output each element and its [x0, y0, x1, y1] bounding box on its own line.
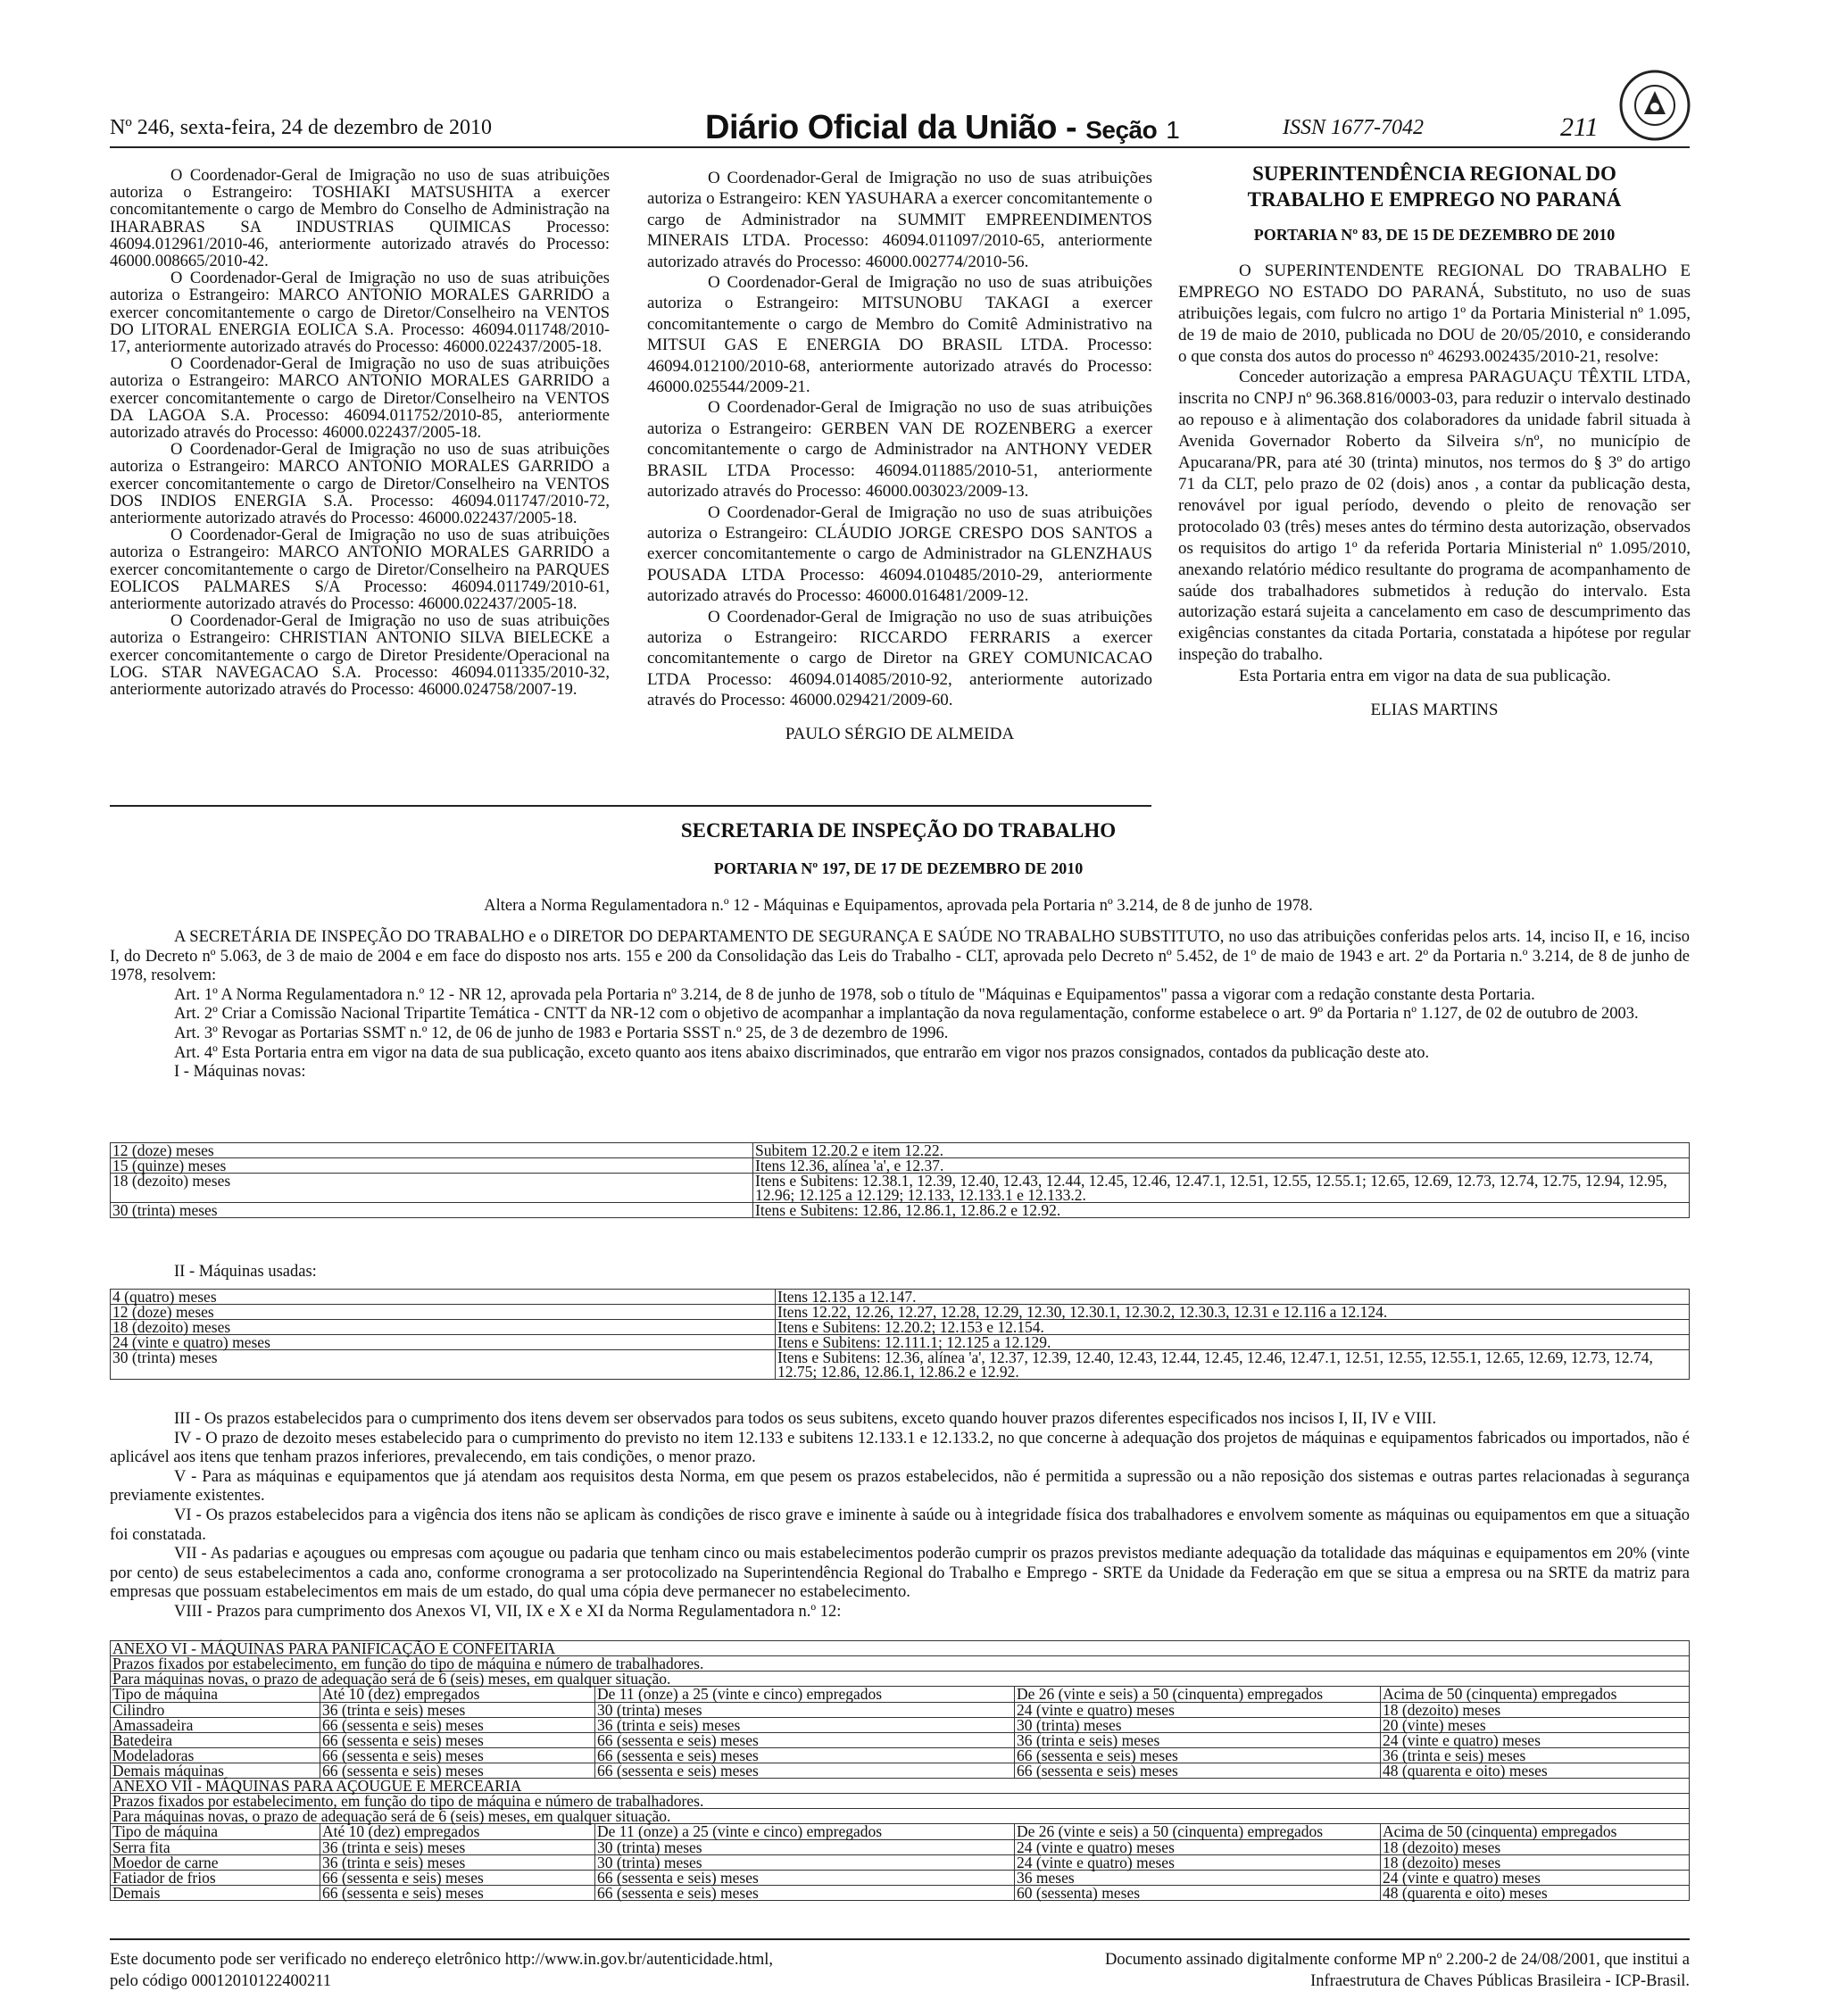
portaria-body	[110, 928, 1690, 1083]
table-header-row	[111, 1687, 1690, 1703]
table-header-row	[111, 1824, 1690, 1840]
column-2	[647, 168, 1152, 744]
table-row	[111, 1703, 1690, 1718]
paragraph: Art. 2º Criar a Comissão Nacional Tripartite Temática - CNTT da NR-12 com o objetivo de acompanhar a implantação da nova regulamentação, conforme estabelece o art. 9º da Portaria nº 1.127, de 02 de outubro de 2003.	[174, 1005, 1639, 1024]
table-cell: 30 (trinta) meses	[595, 1840, 1015, 1855]
table-cell: 24 (vinte e quatro) meses	[1015, 1840, 1381, 1855]
table-cell: 66 (sessenta e seis) meses	[320, 1718, 595, 1733]
table-cell: 30 (trinta) meses	[111, 1350, 776, 1380]
table-cell: 66 (sessenta e seis) meses	[320, 1733, 595, 1748]
table-row	[111, 1840, 1690, 1855]
table-cell: 36 meses	[1015, 1871, 1381, 1886]
table-row	[111, 1656, 1690, 1672]
column-header: De 11 (onze) a 25 (vinte e cinco) empregados	[595, 1687, 1015, 1703]
table-row	[111, 1143, 1690, 1158]
table-cell: 36 (trinta e seis) meses	[595, 1718, 1015, 1733]
paragraph: O Coordenador-Geral de Imigração no uso de suas atribuições autoriza o Estrangeiro: KEN YASUHARA a exercer concomitantemente o cargo de Administrador na SUMMIT EMPREENDIMENTOS MINERAIS LTDA. Processo: 46094.011097/2010-65, anteriormente autorizado através do Processo: 46000.002774/2010-56.	[647, 169, 1152, 271]
table-cell: 48 (quarenta e oito) meses	[1381, 1886, 1690, 1901]
paragraph: I - Máquinas novas:	[174, 1063, 306, 1082]
paragraph: O Coordenador-Geral de Imigração no uso de suas atribuições autoriza o Estrangeiro: MARCO ANTONIO MORALES GARRIDO a exercer concomitantemente o cargo de Diretor/Conselheiro na VENTOS DA LAGOA S.A. Processo: 46094.011752/2010-85, anteriormente autorizado através do Processo: 46000.022437/2005-18.	[110, 355, 610, 443]
table-cell: Itens 12.135 a 12.147.	[776, 1290, 1690, 1305]
section-label: Seção	[1085, 116, 1158, 144]
table-row	[111, 1672, 1690, 1687]
table-cell: 36 (trinta e seis) meses	[1381, 1748, 1690, 1763]
footer-line: pelo código 00012010122400211	[110, 1972, 332, 1990]
table-row	[111, 1748, 1690, 1763]
paragraph: O SUPERINTENDENTE REGIONAL DO TRABALHO E EMPREGO NO ESTADO DO PARANÁ, Substituto, no uso de suas atribuições legais, com fulcro no artigo 1º da Portaria Ministerial nº 1.095, de 19 de maio de 2010, publicada no DOU de 20/05/2010, e considerando o que consta dos autos do processo nº 46293.002435/2010-21, resolve:	[1178, 261, 1691, 366]
journal-title	[705, 109, 1179, 147]
table-annexes	[110, 1640, 1690, 1901]
table-row	[111, 1718, 1690, 1733]
section-heading: SUPERINTENDÊNCIA REGIONAL DO	[1252, 162, 1616, 185]
issn: ISSN 1677-7042	[1283, 116, 1424, 139]
column-header: Acima de 50 (cinquenta) empregados	[1381, 1824, 1690, 1840]
paragraph: VII - As padarias e açougues ou empresas com açougue ou padaria que tenham cinco ou mais estabelecimentos poderão cumprir os prazos previstos mediante adequação da totalidade das máquinas e equipamentos em 20% (vinte por cento) de seus estabelecimentos a cada ano, conforme cronograma a ser protocolizado na Superintendência Regional do Trabalho e Emprego - SRTE da Unidade da Federação em que se situa a empresa ou na SRTE da matriz para empresas que possuam estabelecimentos em mais de um estado, do qual uma cópia deve permanecer no estabelecimento.	[110, 1545, 1690, 1602]
footer-verification	[110, 1949, 773, 1992]
table-cell: 30 (trinta) meses	[595, 1703, 1015, 1718]
table-cell: Moedor de carne	[111, 1855, 320, 1871]
annex-note: Prazos fixados por estabelecimento, em função do tipo de máquina e número de trabalhadores.	[111, 1794, 1690, 1809]
table-cell: 66 (sessenta e seis) meses	[595, 1733, 1015, 1748]
table-row	[111, 1733, 1690, 1748]
column-header: Tipo de máquina	[111, 1824, 320, 1840]
table-row	[111, 1641, 1690, 1656]
table-cell: Itens e Subitens: 12.86, 12.86.1, 12.86.2 e 12.92.	[753, 1203, 1690, 1218]
page-number: 211	[1560, 112, 1599, 142]
table-cell: 66 (sessenta e seis) meses	[320, 1871, 595, 1886]
annex-title: ANEXO VI - MÁQUINAS PARA PANIFICAÇÃO E CONFEITARIA	[111, 1641, 1690, 1656]
table-cell: Itens e Subitens: 12.36, alínea 'a', 12.37, 12.39, 12.40, 12.43, 12.44, 12.45, 12.46, 12.47.1, 12.51, 12.55, 12.55.1, 12.65, 12.69, 12.73, 12.74, 12.75; 12.86, 12.86.1, 12.86.2 e 12.92.	[776, 1350, 1690, 1380]
table-cell: Modeladoras	[111, 1748, 320, 1763]
table-row	[111, 1763, 1690, 1779]
paragraph: Art. 4º Esta Portaria entra em vigor na data de sua publicação, exceto quanto aos itens abaixo discriminados, que entrarão em vigor nos prazos consignados, contados da publicação deste ato.	[174, 1043, 1430, 1062]
paragraph: Art. 3º Revogar as Portarias SSMT n.º 12, de 06 de junho de 1983 e Portaria SSST n.º 25, de 3 de dezembro de 1996.	[174, 1024, 949, 1042]
table-cell: 18 (dezoito) meses	[1381, 1855, 1690, 1871]
column-header: Acima de 50 (cinquenta) empregados	[1381, 1687, 1690, 1703]
table-row	[111, 1779, 1690, 1794]
paragraph: O Coordenador-Geral de Imigração no uso de suas atribuições autoriza o Estrangeiro: CHRISTIAN ANTONIO SILVA BIELECKE a exercer concomitantemente o cargo de Diretor Presidente/Operacional na LOG. STAR NAVEGACAO S.A. Processo: 46094.011335/2010-32, anteriormente autorizado através do Processo: 46000.024758/2007-19.	[110, 612, 610, 700]
table-cell: 30 (trinta) meses	[1015, 1718, 1381, 1733]
table-used-machines	[110, 1289, 1690, 1380]
table-cell: 48 (quarenta e oito) meses	[1381, 1763, 1690, 1779]
table-cell: Fatiador de frios	[111, 1871, 320, 1886]
paragraph: A SECRETÁRIA DE INSPEÇÃO DO TRABALHO e o DIRETOR DO DEPARTAMENTO DE SEGURANÇA E SAÚDE NO TRABALHO SUBSTITUTO, no uso das atribuições conferidas pelos arts. 14, inciso II, e 16, inciso I, do Decreto nº 5.063, de 3 de maio de 2004 e em face do disposto nos arts. 155 e 200 da Consolidação das Leis do Trabalho - CLT, aprovada pelo Decreto nº 5.452, de 1º de maio de 1943 e art. 2º da Portaria n.º 3.214, de 8 de junho de 1978, resolvem:	[110, 928, 1690, 985]
table-cell: 4 (quatro) meses	[111, 1290, 776, 1305]
table-row	[111, 1203, 1690, 1218]
table-cell: Itens 12.22, 12.26, 12.27, 12.28, 12.29, 12.30, 12.30.1, 12.30.2, 12.30.3, 12.31 e 12.116 a 12.124.	[776, 1305, 1690, 1320]
table-cell: Cilindro	[111, 1703, 320, 1718]
paragraph: O Coordenador-Geral de Imigração no uso de suas atribuições autoriza o Estrangeiro: MARCO ANTONIO MORALES GARRIDO a exercer concomitantemente o cargo de Diretor/Conselheiro na PARQUES EOLICOS PALMARES S/A Processo: 46094.011749/2010-61, anteriormente autorizado através do Processo: 46000.022437/2005-18.	[110, 527, 610, 614]
section-heading: TRABALHO E EMPREGO NO PARANÁ	[1247, 188, 1622, 211]
header-rule	[110, 146, 1690, 148]
column-header: De 26 (vinte e seis) a 50 (cinquenta) empregados	[1015, 1687, 1381, 1703]
table-row	[111, 1871, 1690, 1886]
paragraph: VI - Os prazos estabelecidos para a vigência dos itens não se aplicam às condições de risco grave e iminente à saúde ou à integridade física dos trabalhadores e envolvem somente as máquinas ou equipamentos em que a situação foi constatada.	[110, 1506, 1690, 1544]
table-cell: 36 (trinta e seis) meses	[1015, 1733, 1381, 1748]
annex-title: ANEXO VII - MÁQUINAS PARA AÇOUGUE E MERCEARIA	[111, 1779, 1690, 1794]
table-cell: 18 (dezoito) meses	[1381, 1840, 1690, 1855]
paragraph: O Coordenador-Geral de Imigração no uso de suas atribuições autoriza o Estrangeiro: MARCO ANTONIO MORALES GARRIDO a exercer concomitantemente o cargo de Diretor/Conselheiro na VENTOS DOS INDIOS ENERGIA S.A. Processo: 46094.011747/2010-72, anteriormente autorizado através do Processo: 46000.022437/2005-18.	[110, 441, 610, 528]
paragraph: IV - O prazo de dezoito meses estabelecido para o cumprimento do previsto no item 12.133 e subitens 12.133.1 e 12.133.2, no que concerne à adequação dos projetos de máquinas e equipamentos fabricados ou importados, não é aplicável aos itens que tenham prazos inferiores, prevalecendo, em tais condições, o menor prazo.	[110, 1429, 1690, 1467]
paragraph: O Coordenador-Geral de Imigração no uso de suas atribuições autoriza o Estrangeiro: RICCARDO FERRARIS a exercer concomitantemente o cargo de Diretor na GREY COMUNICACAO LTDA Processo: 46094.014085/2010-92, anteriormente autorizado através do Processo: 46000.029421/2009-60.	[647, 607, 1152, 710]
edition-info: Nº 246, sexta-feira, 24 de dezembro de 2010	[110, 116, 492, 139]
table-cell: Demais máquinas	[111, 1763, 320, 1779]
table-cell: 66 (sessenta e seis) meses	[595, 1871, 1015, 1886]
table-cell: 18 (dezoito) meses	[1381, 1703, 1690, 1718]
signature: ELIAS MARTINS	[1370, 701, 1499, 720]
table-row	[111, 1855, 1690, 1871]
table-cell: 24 (vinte e quatro) meses	[111, 1335, 776, 1350]
table-row	[111, 1290, 1690, 1305]
portaria-title: PORTARIA Nº 83, DE 15 DE DEZEMBRO DE 2010	[1253, 226, 1616, 244]
paragraph: O Coordenador-Geral de Imigração no uso de suas atribuições autoriza o Estrangeiro: MARCO ANTONIO MORALES GARRIDO a exercer concomitantemente o cargo de Diretor/Conselheiro na VENTOS DO LITORAL ENERGIA EOLICA S.A. Processo: 46094.011748/2010-17, anteriormente autorizado através do Processo: 46000.022437/2005-18.	[110, 270, 610, 357]
footer-signature-note	[982, 1949, 1690, 1992]
table-row	[111, 1809, 1690, 1824]
column-1	[110, 168, 610, 699]
section-number: 1	[1166, 116, 1180, 144]
footer-line: Documento assinado digitalmente conforme MP nº 2.200-2 de 24/08/2001, que institui a	[1104, 1951, 1690, 1969]
portaria-body-continued	[110, 1410, 1690, 1622]
signature: PAULO SÉRGIO DE ALMEIDA	[785, 724, 1015, 743]
imprensa-nacional-seal-icon	[1617, 68, 1692, 143]
table-new-machines	[110, 1142, 1690, 1218]
table-cell: Itens e Subitens: 12.20.2; 12.153 e 12.154.	[776, 1320, 1690, 1335]
paragraph: Esta Portaria entra em vigor na data de sua publicação.	[1239, 667, 1611, 686]
table-cell: 20 (vinte) meses	[1381, 1718, 1690, 1733]
secretaria-title: SECRETARIA DE INSPEÇÃO DO TRABALHO	[680, 819, 1117, 842]
table-cell: Amassadeira	[111, 1718, 320, 1733]
paragraph: O Coordenador-Geral de Imigração no uso de suas atribuições autoriza o Estrangeiro: MITSUNOBU TAKAGI a exercer concomitantemente o cargo de Membro do Comitê Administrativo na MITSUI GAS E ENERGIA DO BRASIL LTDA. Processo: 46094.012100/2010-68, anteriormente autorizado através do Processo: 46000.025544/2009-21.	[647, 273, 1152, 397]
table-cell: 18 (dezoito) meses	[111, 1174, 753, 1203]
table-cell: 66 (sessenta e seis) meses	[595, 1886, 1015, 1901]
footer-line: Infraestrutura de Chaves Públicas Brasileira - ICP-Brasil.	[1310, 1972, 1690, 1990]
table-cell: Batedeira	[111, 1733, 320, 1748]
portaria-title: PORTARIA Nº 197, DE 17 DE DEZEMBRO DE 2010	[713, 859, 1084, 877]
table-cell: 24 (vinte e quatro) meses	[1015, 1855, 1381, 1871]
section-rule	[110, 805, 1151, 807]
table-cell: 24 (vinte e quatro) meses	[1381, 1733, 1690, 1748]
table-row	[111, 1335, 1690, 1350]
paragraph: Art. 1º A Norma Regulamentadora n.º 12 - NR 12, aprovada pela Portaria nº 3.214, de 8 de junho de 1978, sob o título de "Máquinas e Equipamentos" passa a vigorar com a redação constante desta Portaria.	[174, 985, 1535, 1004]
table-cell: 24 (vinte e quatro) meses	[1015, 1703, 1381, 1718]
table-cell: Itens e Subitens: 12.111.1; 12.125 a 12.129.	[776, 1335, 1690, 1350]
table-cell: 36 (trinta e seis) meses	[320, 1840, 595, 1855]
table-cell: 66 (sessenta e seis) meses	[320, 1748, 595, 1763]
column-header: Tipo de máquina	[111, 1687, 320, 1703]
table-cell: Itens e Subitens: 12.38.1, 12.39, 12.40, 12.43, 12.44, 12.45, 12.46, 12.47.1, 12.51, 12.55, 12.55.1; 12.65, 12.69, 12.73, 12.74, 12.75, 12.94, 12.95, 12.96; 12.125 a 12.129; 12.133, 12.133.1 e 12.133.2.	[753, 1174, 1690, 1203]
table-cell: 18 (dezoito) meses	[111, 1320, 776, 1335]
table-row	[111, 1174, 1690, 1203]
table-cell: 66 (sessenta e seis) meses	[595, 1748, 1015, 1763]
column-3	[1178, 161, 1691, 721]
paragraph: V - Para as máquinas e equipamentos que já atendam aos requisitos desta Norma, em que pesem os prazos estabelecidos, não é permitida a supressão ou a não reposição dos sistemas e outras partes relacionadas à segurança previamente existentes.	[110, 1467, 1690, 1506]
table-cell: 66 (sessenta e seis) meses	[320, 1886, 595, 1901]
table-cell: 60 (sessenta) meses	[1015, 1886, 1381, 1901]
annex-note: Prazos fixados por estabelecimento, em função do tipo de máquina e número de trabalhadores.	[111, 1656, 1690, 1672]
paragraph: III - Os prazos estabelecidos para o cumprimento dos itens devem ser observados para todos os seus subitens, exceto quando houver prazos diferentes especificados nos incisos I, II, IV e VIII.	[174, 1410, 1437, 1428]
table-cell: 30 (trinta) meses	[111, 1203, 753, 1218]
paragraph: O Coordenador-Geral de Imigração no uso de suas atribuições autoriza o Estrangeiro: GERBEN VAN DE ROZENBERG a exercer concomitantemente o cargo de Administrador na ANTHONY VEDER BRASIL LTDA Processo: 46094.011885/2010-51, anteriormente autorizado através do Processo: 46000.003023/2009-13.	[647, 398, 1152, 502]
table-row	[111, 1350, 1690, 1380]
annex-note: Para máquinas novas, o prazo de adequação será de 6 (seis) meses, em qualquer situação.	[111, 1809, 1690, 1824]
column-header: De 11 (onze) a 25 (vinte e cinco) empregados	[595, 1824, 1015, 1840]
table-cell: 36 (trinta e seis) meses	[320, 1855, 595, 1871]
table-cell: 66 (sessenta e seis) meses	[1015, 1763, 1381, 1779]
footer-line: Este documento pode ser verificado no endereço eletrônico http://www.in.gov.br/autenticidade.html,	[110, 1951, 774, 1969]
annex-note: Para máquinas novas, o prazo de adequação será de 6 (seis) meses, em qualquer situação.	[111, 1672, 1690, 1687]
paragraph: VIII - Prazos para cumprimento dos Anexos VI, VII, IX e X e XI da Norma Regulamentadora n.º 12:	[174, 1602, 842, 1621]
table-cell: 66 (sessenta e seis) meses	[320, 1763, 595, 1779]
table-cell: 15 (quinze) meses	[111, 1158, 753, 1174]
table-cell: 66 (sessenta e seis) meses	[1015, 1748, 1381, 1763]
table-row	[111, 1794, 1690, 1809]
table-cell: 66 (sessenta e seis) meses	[595, 1763, 1015, 1779]
used-machines-label: II - Máquinas usadas:	[174, 1263, 317, 1281]
table-cell: Serra fita	[111, 1840, 320, 1855]
table-cell: 12 (doze) meses	[111, 1143, 753, 1158]
table-row	[111, 1305, 1690, 1320]
table-cell: Demais	[111, 1886, 320, 1901]
paragraph: O Coordenador-Geral de Imigração no uso de suas atribuições autoriza o Estrangeiro: TOSHIAKI MATSUSHITA a exercer concomitantemente o cargo de Membro do Conselho de Administração na IHARABRAS SA INDUSTRIAS QUIMICAS Processo: 46094.012961/2010-46, anteriormente autorizado através do Processo: 46000.008665/2010-42.	[110, 167, 610, 271]
column-header: Até 10 (dez) empregados	[320, 1824, 595, 1840]
table-cell: 36 (trinta e seis) meses	[320, 1703, 595, 1718]
table-row	[111, 1320, 1690, 1335]
ementa: Altera a Norma Regulamentadora n.º 12 - Máquinas e Equipamentos, aprovada pela Portaria nº 3.214, de 8 de junho de 1978.	[484, 897, 1313, 915]
table-cell: 12 (doze) meses	[111, 1305, 776, 1320]
table-cell: 24 (vinte e quatro) meses	[1381, 1871, 1690, 1886]
table-cell: Subitem 12.20.2 e item 12.22.	[753, 1143, 1690, 1158]
table-row	[111, 1158, 1690, 1174]
column-header: De 26 (vinte e seis) a 50 (cinquenta) empregados	[1015, 1824, 1381, 1840]
paragraph: O Coordenador-Geral de Imigração no uso de suas atribuições autoriza o Estrangeiro: CLÁUDIO JORGE CRESPO DOS SANTOS a exercer concomitantemente o cargo de Administrador na GLENZHAUS POUSADA LTDA Processo: 46094.010485/2010-29, anteriormente autorizado através do Processo: 46000.016481/2009-12.	[647, 502, 1152, 606]
journal-name: Diário Oficial da União -	[705, 109, 1077, 146]
table-cell: Itens 12.36, alínea 'a', e 12.37.	[753, 1158, 1690, 1174]
table-row	[111, 1886, 1690, 1901]
paragraph: Conceder autorização a empresa PARAGUAÇU TÊXTIL LTDA, inscrita no CNPJ nº 96.368.816/0003-03, para reduzir o intervalo destinado ao repouso e à alimentação dos colaboradores da unidade fabril situada à Avenida Governador Roberto da Silveira s/nº, no município de Apucarana/PR, para até 30 (trinta) minutos, nos termos do § 3º do artigo 71 da CLT, pelo prazo de 02 (dois) anos , a contar da publicação desta, renovável por igual período, devendo o pleito de renovação ser protocolado 03 (três) meses antes do término desta autorização, observados os requisitos do artigo 1º da referida Portaria Ministerial nº 1.095/2010, anexando relatório médico resultante do programa de acompanhamento de saúde dos trabalhadores submetidos à redução do intervalo. Esta autorização estará sujeita a cancelamento em caso de descumprimento das exigências constantes da citada Portaria, constatada a hipótese por regular inspeção do trabalho.	[1178, 368, 1691, 665]
footer-rule	[110, 1938, 1690, 1940]
column-header: Até 10 (dez) empregados	[320, 1687, 595, 1703]
table-cell: 30 (trinta) meses	[595, 1855, 1015, 1871]
